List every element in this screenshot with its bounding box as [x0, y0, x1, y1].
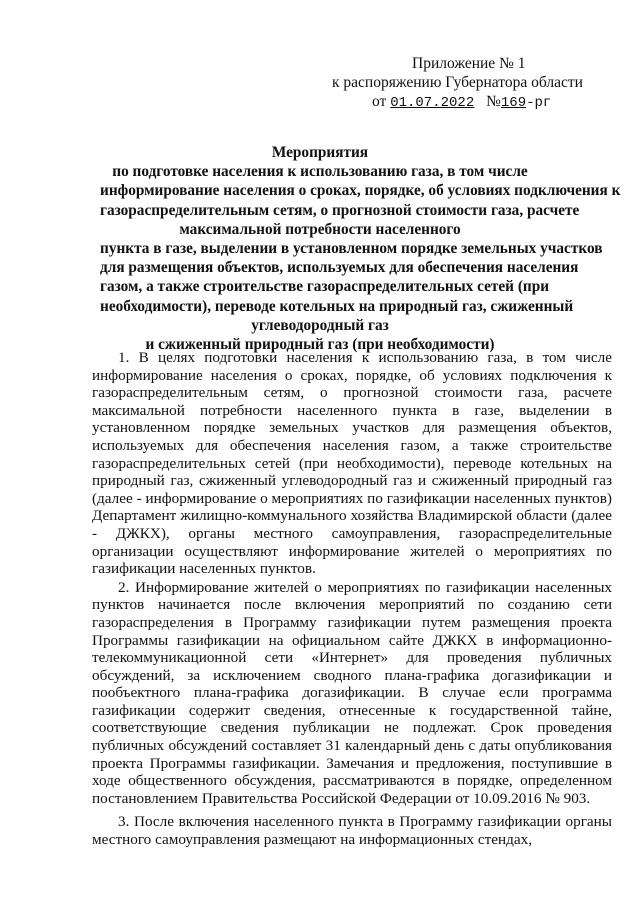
- title-line: для размещения объектов, используемых для обеспечения населения: [100, 259, 579, 277]
- title-line: газораспределительным сетям, о прогнозной стоимости газа, расчете: [100, 201, 580, 219]
- date-prefix: от: [372, 93, 387, 110]
- number-prefix: №: [486, 93, 501, 110]
- title-line: необходимости), переводе котельных на природный газ, сжиженный: [100, 297, 574, 315]
- title-line: газом, а также строительстве газораспределительных сетей (при: [100, 278, 550, 296]
- order-number: 169: [500, 95, 527, 111]
- title-line: информирование населения о сроках, порядке, об условиях подключения к: [100, 182, 621, 200]
- paragraph-2: 2. Информирование жителей о мероприятиях по газификации населенных пунктов начинается после включения мероприятий по созданию сети газораспределения в Программу газификации путем размещения проекта Программы газификации на официальном сайте ДЖКХ в информационно-телекоммуникационной сети «Интернет» для проведения публичных обсуждений, за исключением сводного плана-графика догазификации и пообъектного плана-графика догазификации. В случае если программа газификации содержит сведения, отнесенные к государственной тайне, соответствующие сведения публикации не подлежат. Срок проведения публичных обсуждений составляет 31 календарный день с даты опубликования проекта Программы газификации. Замечания и предложения, поступившие в ходе общественного обсуждения, рассматриваются в порядке, определенном постановлением Правительства Российской Федерации от 10.09.2016 № 903.: [92, 578, 612, 807]
- document-title: [100, 143, 621, 354]
- title-line: по подготовке населения к использованию газа, в том числе: [112, 163, 528, 181]
- title-line: Мероприятия: [271, 144, 369, 161]
- appendix-header: [332, 54, 602, 113]
- document-body: [92, 349, 612, 849]
- appendix-date-line: [332, 92, 602, 113]
- paragraph-3: 3. После включения населенного пункта в Программу газификации органы местного самоуправления размещают на информационных стендах,: [92, 813, 612, 849]
- title-line: углеводородный газ: [251, 316, 389, 334]
- order-number-suffix: -рг: [526, 95, 552, 111]
- order-date: 01.07.2022: [390, 95, 475, 111]
- appendix-number: Приложение № 1: [412, 55, 526, 72]
- paragraph-1: 1. В целях подготовки населения к использованию газа, в том числе информирование населения о сроках, порядке, об условиях подключения к газораспределительным сетям, о прогнозной стоимости газа, расчете максимальной потребности населенного пункта в газе, выделении в установленном порядке земельных участков для размещения объектов, используемых для обеспечения населения газом, а также строительстве газораспределительных сетей (при необходимости), переводе котельных на природный газ, сжиженный углеводородный газ и сжиженный природный газ (далее - информирование о мероприятиях по газификации населенных пунктов) Департамент жилищно-коммунального хозяйства Владимирской области (далее - ДЖКХ), органы местного самоуправления, газораспределительные организации осуществляют информирование жителей о мероприятиях по газификации населенных пунктов.: [92, 349, 612, 578]
- title-line: и сжиженный природный газ (при необходимости): [145, 336, 495, 354]
- title-line: максимальной потребности населенного: [179, 220, 461, 238]
- appendix-reference: к распоряжению Губернатора области: [332, 74, 583, 91]
- title-line: пункта в газе, выделении в установленном порядке земельных участков: [100, 240, 603, 258]
